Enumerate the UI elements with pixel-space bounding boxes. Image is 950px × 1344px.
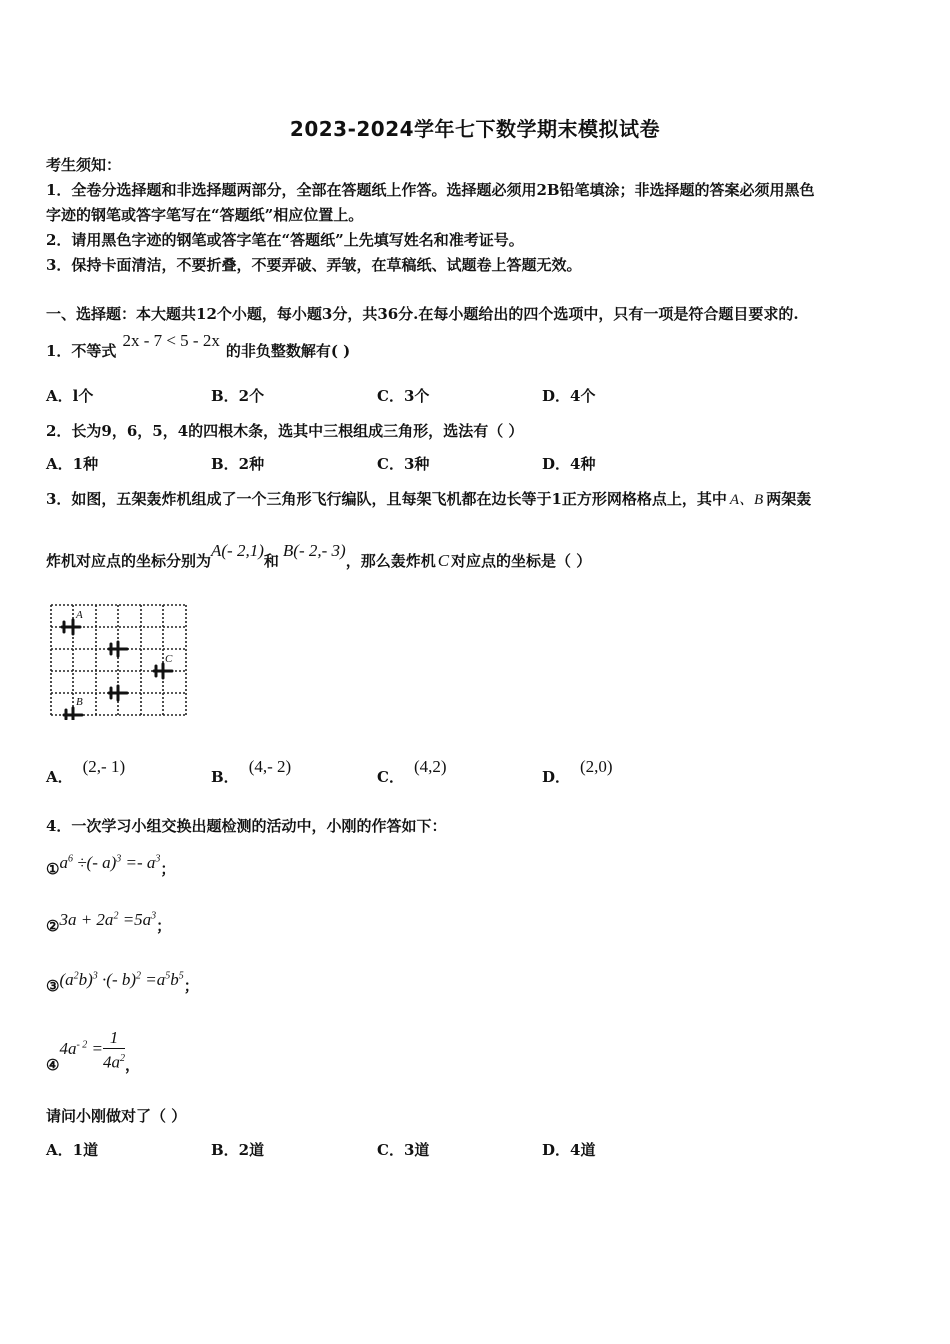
notice-item-1-cont: 字迹的钢笔或答字笔写在“答题纸”相应位置上。 — [46, 206, 364, 224]
q3-line2-d: 对应点的坐标是（ ） — [451, 552, 592, 570]
q1-option-a: A．l个 — [46, 387, 94, 405]
q2-option-b: B．2种 — [211, 455, 265, 473]
question-2: 2．长为9，6，5，4的四根木条，选其中三根组成三角形，选法有（ ） — [46, 422, 524, 440]
q3-line2-a: 炸机对应点的坐标分别为 — [46, 552, 212, 570]
figure-label-b: B — [76, 696, 83, 708]
q1-suffix: 的非负整数解有( ) — [225, 342, 351, 360]
q1-option-c: C．3个 — [377, 387, 430, 405]
plane-c-icon — [154, 664, 172, 678]
q3-point-c: C — [437, 551, 450, 570]
q4-item-4: $④4a^{- 2}$ = $\frac{1}{4a^2}$ ， — [46, 1028, 141, 1075]
q1-prefix: 1．不等式 — [46, 342, 117, 360]
q2-option-d: D．4种 — [542, 455, 596, 473]
q3-line2-b: 和 — [263, 552, 279, 570]
q4-option-d: D．4道 — [542, 1141, 596, 1159]
q3-line2-c: ，那么轰炸机 — [345, 552, 436, 570]
q3-option-b: B．(4,- 2) — [211, 757, 292, 786]
q1-option-d: D．4个 — [542, 387, 596, 405]
notice-item-1: 1．全卷分选择题和非选择题两部分，全部在答题纸上作答。选择题必须用2B铅笔填涂；非选择题的答案必须用黑色 — [46, 181, 815, 199]
section-header: 一、选择题：本大题共12个小题，每小题3分，共36分.在每小题给出的四个选项中，只有一项是符合题目要求的. — [46, 305, 799, 323]
q3-line1-text: 3．如图，五架轰炸机组成了一个三角形飞行编队，且每架飞机都在边长等于1正方形网格格点上，其中 — [46, 490, 727, 508]
q4-ask: 请问小刚做对了（ ） — [46, 1107, 187, 1125]
q3-grid-figure — [46, 600, 191, 720]
page-title: 2023-2024学年七下数学期末模拟试卷 — [289, 117, 661, 141]
q4-item-2: ②3a + $2a^2 =5a^3$； — [46, 910, 172, 935]
plane-icon — [109, 642, 127, 656]
q4-item-1: $①a^6$ ÷(- $a)^3 =- a^3$； — [46, 853, 176, 878]
q3-coord-a: A(- 2,1) — [211, 541, 264, 560]
question-3-line-1 — [46, 488, 811, 509]
q3-line1-ab: A、B — [729, 492, 764, 508]
q2-option-c: C．3种 — [377, 455, 430, 473]
question-4: 4．一次学习小组交换出题检测的活动中，小刚的作答如下： — [46, 817, 447, 835]
figure-label-a: A — [76, 609, 83, 621]
q3-option-a: A．(2,- 1) — [46, 757, 126, 786]
q3-line1-end: 两架轰 — [766, 490, 812, 508]
notice-item-3: 3．保持卡面清洁，不要折叠，不要弄破、弄皱，在草稿纸、试题卷上答题无效。 — [46, 256, 582, 274]
question-1 — [46, 331, 351, 361]
q4-option-a: A．1道 — [46, 1141, 99, 1159]
q3-option-c: C．(4,2) — [377, 757, 447, 786]
plane-a-icon — [62, 620, 80, 634]
q1-option-b: B．2个 — [211, 387, 265, 405]
q3-coord-b: B(- 2,- 3) — [282, 541, 346, 560]
q2-option-a: A．1种 — [46, 455, 99, 473]
q4-item-3: $③(a^2b)^3$ ·(- $b)^2 =a^5b^5$； — [46, 970, 199, 995]
plane-icon — [109, 686, 127, 700]
figure-label-c: C — [165, 653, 173, 665]
notice-heading: 考生须知： — [46, 156, 122, 174]
q1-inequality: 2x - 7 < 5 - 2x — [122, 331, 220, 350]
q4-option-b: B．2道 — [211, 1141, 265, 1159]
notice-item-2: 2．请用黑色字迹的钢笔或答字笔在“答题纸”上先填写姓名和准考证号。 — [46, 231, 524, 249]
question-3-line-2 — [46, 541, 592, 571]
plane-b-icon — [64, 708, 82, 720]
q3-option-d: D．(2,0) — [542, 757, 613, 786]
q4-option-c: C．3道 — [377, 1141, 430, 1159]
